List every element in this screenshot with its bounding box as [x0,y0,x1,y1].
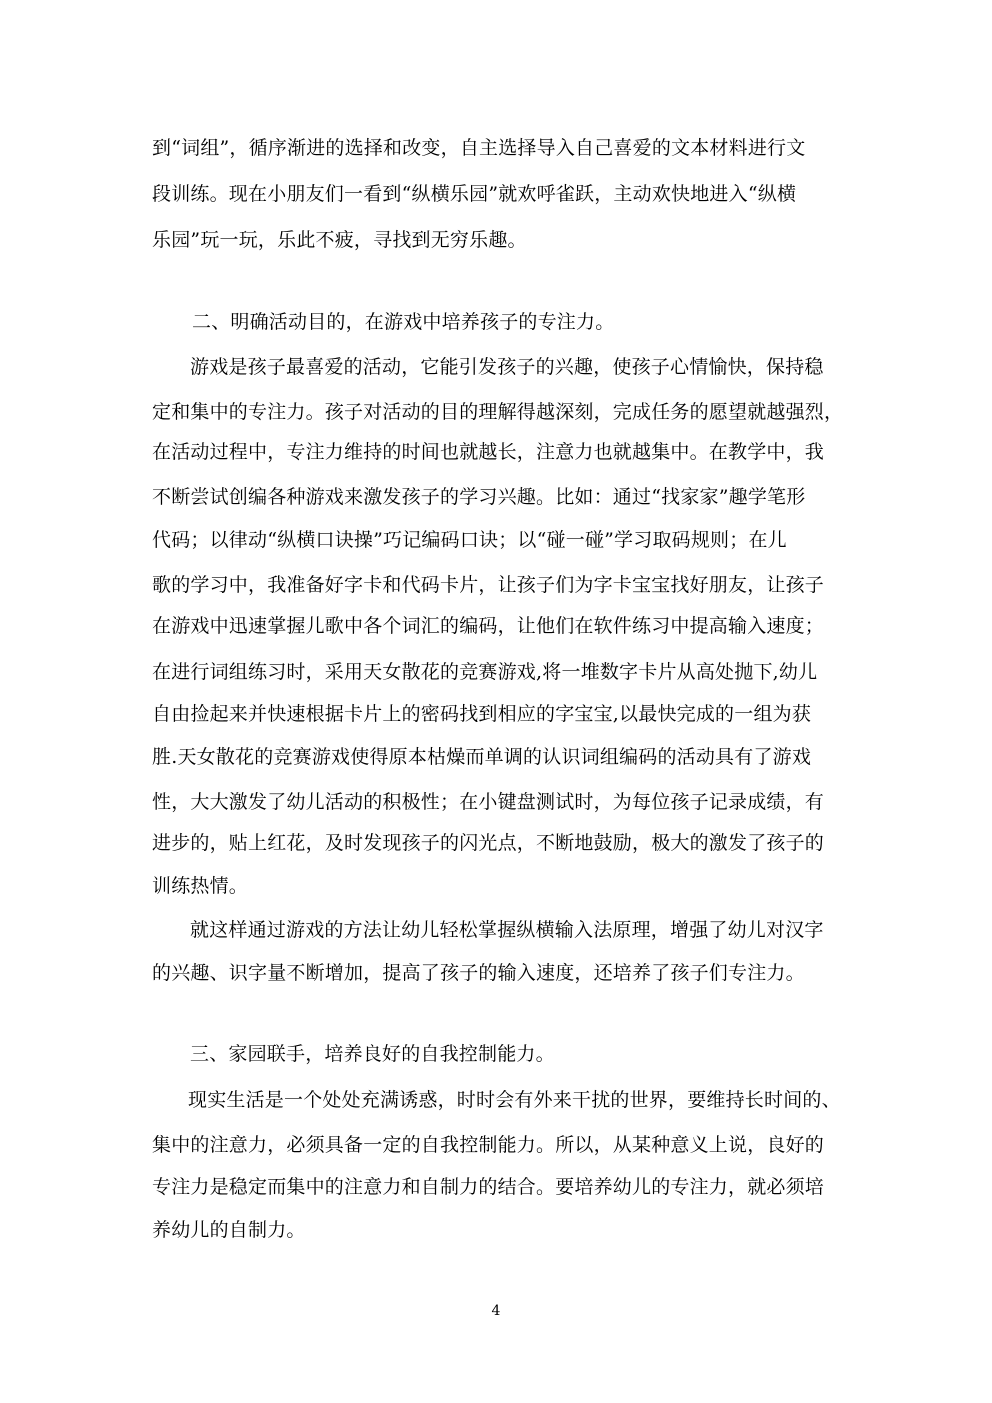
paragraph-line: 定和集中的专注力。孩子对活动的目的理解得越深刻，完成任务的愿望就越强烈， [152,401,844,423]
paragraph-line: 歌的学习中，我准备好字卡和代码卡片，让孩子们为字卡宝宝找好朋友，让孩子 [152,574,825,596]
paragraph-line: 集中的注意力，必须具备一定的自我控制能力。所以，从某种意义上说，良好的 [152,1134,825,1156]
paragraph-line: 的兴趣、识字量不断增加，提高了孩子的输入速度，还培养了孩子们专注力。 [152,962,805,984]
paragraph-line: 专注力是稳定而集中的注意力和自制力的结合。要培养幼儿的专注力，就必须培 [152,1176,825,1198]
paragraph-line: 自由捡起来并快速根据卡片上的密码找到相应的字宝宝,以最快完成的一组为获 [152,703,812,725]
section-heading: 二、明确活动目的，在游戏中培养孩子的专注力。 [192,311,615,333]
paragraph-line: 代码；以律动“纵横口诀操”巧记编码口诀；以“碰一碰”学习取码规则；在儿 [152,529,787,551]
paragraph-line: 在进行词组练习时，采用天女散花的竞赛游戏,将一堆数字卡片从高处抛下,幼儿 [152,661,818,683]
paragraph-line: 不断尝试创编各种游戏来激发孩子的学习兴趣。比如：通过“找家家”趣学笔形 [152,486,806,508]
paragraph-line: 养幼儿的自制力。 [152,1219,306,1241]
paragraph-line: 在游戏中迅速掌握儿歌中各个词汇的编码，让他们在软件练习中提高输入速度； [152,615,825,637]
paragraph-line: 游戏是孩子最喜爱的活动，它能引发孩子的兴趣，使孩子心情愉快，保持稳 [190,356,824,378]
paragraph-line: 乐园”玩一玩，乐此不疲，寻找到无穷乐趣。 [152,229,527,251]
paragraph-line: 性，大大激发了幼儿活动的积极性；在小键盘测试时，为每位孩子记录成绩，有 [152,791,825,813]
paragraph-line: 到“词组”，循序渐进的选择和改变，自主选择导入自己喜爱的文本材料进行文 [152,137,806,159]
page-number: 4 [491,1303,501,1319]
section-heading: 三、家园联手，培养良好的自我控制能力。 [190,1043,555,1065]
paragraph-line: 胜.天女散花的竞赛游戏使得原本枯燥而单调的认识词组编码的活动具有了游戏 [152,746,812,768]
paragraph-line: 段训练。现在小朋友们一看到“纵横乐园”就欢呼雀跃，主动欢快地进入“纵横 [152,183,797,205]
paragraph-line: 就这样通过游戏的方法让幼儿轻松掌握纵横输入法原理，增强了幼儿对汉字 [190,919,824,941]
paragraph-line: 现实生活是一个处处充满诱惑，时时会有外来干扰的世界，要维持长时间的、 [188,1089,841,1111]
paragraph-line: 在活动过程中，专注力维持的时间也就越长，注意力也就越集中。在教学中，我 [152,441,825,463]
paragraph-line: 进步的，贴上红花，及时发现孩子的闪光点，不断地鼓励，极大的激发了孩子的 [152,832,825,854]
paragraph-line: 训练热情。 [152,875,249,897]
